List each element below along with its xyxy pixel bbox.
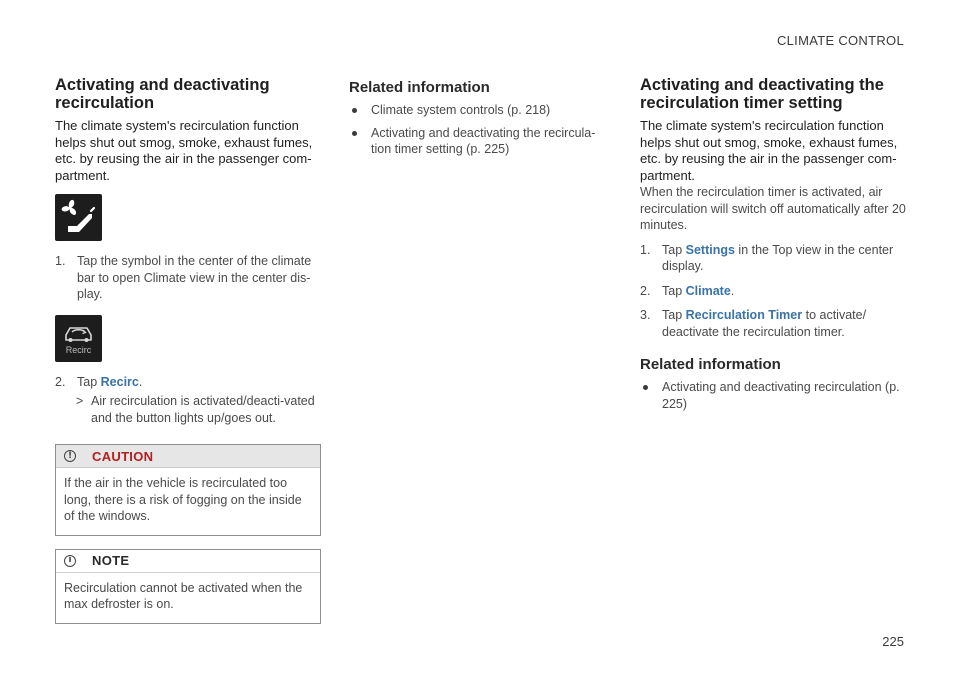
recirc-button-label: Recirc — [65, 344, 92, 355]
caution-box — [55, 444, 321, 536]
related-link[interactable]: Climate system controls (p. 218) — [349, 102, 611, 119]
related-heading: Related information — [349, 79, 490, 96]
intro-paragraph: The climate system's recirculation function helps shut out smog, smoke, exhaust fumes, etc. by reusing the air in the passenger com-partment. — [640, 118, 898, 183]
ui-term: Recirc — [100, 374, 139, 389]
running-header: CLIMATE CONTROL — [776, 33, 904, 48]
related-link[interactable]: Activating and deactivating recirculation (p. 225) — [640, 379, 906, 412]
intro-paragraph: The climate system's recirculation function helps shut out smog, smoke, exhaust fumes, etc. by reusing the air in the passenger com-partment. — [55, 118, 313, 183]
note-text: Recirculation cannot be activated when the max defroster is on. — [64, 580, 303, 611]
step-item: 1. Tap the symbol in the center of the climate bar to open Climate view in the center dis-play. — [55, 254, 312, 301]
ui-term: Climate — [685, 283, 731, 298]
info-icon: i — [64, 555, 76, 567]
note-box — [55, 549, 321, 624]
recirc-button-icon — [55, 315, 102, 362]
steps-list — [55, 253, 321, 303]
section-heading: Activating and deactivating the recirculation timer setting — [640, 76, 884, 112]
bullet-icon — [352, 108, 357, 113]
related-heading: Related information — [640, 356, 781, 373]
page-number: 225 — [882, 634, 904, 649]
caution-text: If the air in the vehicle is recirculated too long, there is a risk of fogging on the inside of the windows. — [64, 476, 302, 523]
related-link[interactable]: Activating and deactivating the recircula-tion timer setting (p. 225) — [349, 125, 611, 158]
bullet-icon — [352, 131, 357, 136]
warning-icon: ! — [64, 450, 76, 462]
column-related-information — [349, 76, 611, 164]
ui-term: Recirculation Timer — [685, 308, 803, 322]
steps-list — [640, 242, 906, 341]
caution-header — [56, 445, 320, 468]
bullet-icon — [643, 385, 648, 390]
column-recirculation — [55, 76, 321, 624]
body-paragraph: When the recirculation timer is activated, air recirculation will switch off automatically after 20 minutes. — [640, 185, 906, 232]
section-heading: Activating and deactivating recirculation — [55, 76, 270, 112]
step-item: 1. Tap Settings in the Top view in the center display. — [640, 242, 894, 273]
step-item: 2. Tap Climate. — [640, 283, 735, 298]
related-list — [640, 379, 906, 412]
note-header — [56, 550, 320, 573]
step-result: > Air recirculation is activated/deacti-vated and the button lights up/goes out. — [76, 394, 315, 425]
step-item: 2. Tap Recirc. — [55, 374, 143, 389]
steps-list-cont — [55, 374, 321, 391]
ui-term: Settings — [685, 242, 735, 257]
column-recirculation-timer — [640, 76, 906, 418]
related-list — [349, 102, 611, 158]
caution-title: CAUTION — [92, 448, 154, 464]
note-title: NOTE — [92, 553, 130, 568]
climate-symbol-icon — [55, 194, 102, 241]
step-item: 3. Tap Recirculation Timer to activate/ deactivate the recirculation timer. — [640, 308, 867, 339]
